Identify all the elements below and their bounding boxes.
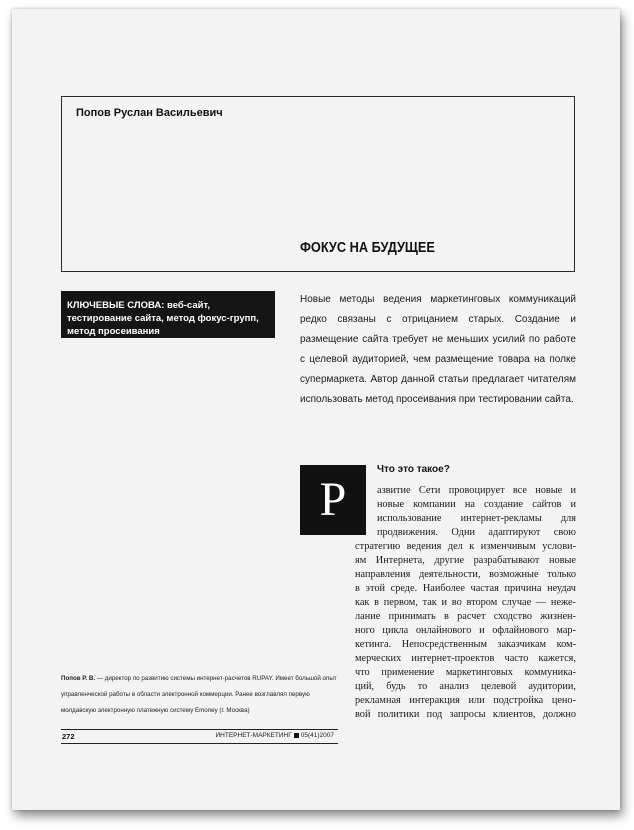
author-bio: [61, 671, 339, 719]
body-line: ям Интернета, другие разрабатывают новые: [355, 555, 576, 566]
document-page: [12, 9, 620, 810]
keywords-label: КЛЮЧЕВЫЕ СЛОВА:: [67, 300, 165, 311]
body-line: вой политики под запросы клиентов, должно: [355, 709, 576, 720]
journal-issue: 05(41)2007: [300, 732, 334, 739]
body-line: использование интернет-рекламы для: [377, 513, 576, 524]
body-line: в этой среде. Наиболее частая причина неудач: [355, 583, 576, 594]
body-line: мерческих интернет-проектов часто кажется,: [355, 653, 576, 664]
body-line: что применение маркетинговых коммуника-: [355, 667, 576, 678]
keywords-values: веб-сайт, тестирование сайта, метод фокус-групп, метод просеивания: [67, 300, 259, 337]
body-line: рекламная интеракция или подстройка цено-: [355, 695, 576, 706]
bio-name: Попов Р. В.: [61, 675, 96, 682]
body-line: кетинга. Непосредственным заказчикам ком-: [355, 639, 576, 650]
page-number: 272: [62, 732, 75, 741]
author-name: Попов Руслан Васильевич: [76, 107, 223, 119]
bio-text: — директор по развитию системы интернет-расчетов RUPAY. Имеет большой опыт управленческой работы в области электронной коммерции. Ранее возглавлял первую молдавскую электронную платежную систему Emoney (г. Москва): [61, 675, 337, 714]
footer-rule-bottom: [61, 743, 338, 744]
body-line: продвижения. Одни адаптируют свою: [377, 527, 576, 538]
abstract-text: Новые методы ведения маркетинговых коммуникаций редко связаны с отрицанием старых. Создание и размещение сайта требует не меньших усилий по работе с целевой аудиторией, чем размещение товара на полке супермаркета. Автор данной статьи предлагает читателям использовать метод просеивания при тестировании сайта.: [300, 294, 576, 405]
body-line: направления деятельности, возможные только: [355, 569, 576, 580]
square-icon: [294, 733, 299, 738]
section-heading: Что это такое?: [377, 464, 450, 475]
body-line: новые компании на создание сайтов и: [377, 499, 576, 510]
keywords-box: [61, 291, 275, 338]
body-line: как в первом, так и во втором случае — неже-: [355, 597, 576, 608]
journal-name: ИНТЕРНЕТ-МАРКЕТИНГ: [215, 732, 292, 739]
body-line: стратегию ведения дел к изменчивым услови-: [355, 541, 576, 552]
body-line: лание принимать в расчет сходство жизнен-: [355, 611, 576, 622]
header-frame: [61, 96, 575, 272]
footer-rule-top: [61, 729, 338, 730]
drop-cap: Р: [300, 465, 366, 535]
body-line: азвитие Сети провоцирует все новые и: [377, 485, 576, 496]
article-title: ФОКУС НА БУДУЩЕЕ: [300, 240, 435, 256]
body-line: ций, будь то анализ целевой аудитории,: [355, 681, 576, 692]
journal-footer: [216, 732, 335, 739]
body-line: ного цикла онлайнового и офлайнового мар-: [355, 625, 576, 636]
